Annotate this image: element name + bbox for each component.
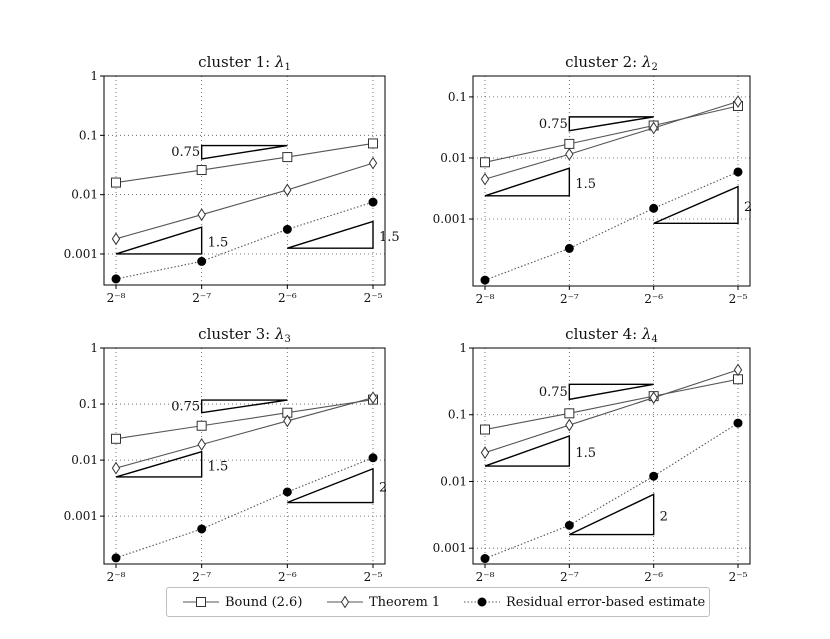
legend-label-bound: Bound (2.6) (225, 594, 303, 610)
series-line-bound (485, 106, 738, 162)
data-point-residual (734, 419, 742, 427)
chart-panel-4 (433, 325, 750, 584)
legend-marker-square-icon (183, 595, 219, 609)
legend (166, 587, 710, 617)
y-tick-label: 0.001 (432, 541, 467, 556)
slope-triangle (485, 436, 569, 466)
y-tick-label: 0.1 (447, 89, 467, 104)
series-line-bound (116, 143, 373, 182)
slope-label: 2 (659, 509, 668, 525)
data-point-residual (112, 554, 120, 562)
data-point-theorem (284, 184, 291, 195)
data-point-bound (197, 421, 206, 430)
data-point-residual (198, 525, 206, 533)
panel-title: cluster 2: $\lambda_2$ (565, 53, 658, 73)
chart-panel-1 (64, 53, 400, 305)
data-point-theorem (112, 233, 119, 244)
y-tick-label: 1 (90, 341, 98, 355)
y-tick-label: 0.01 (71, 187, 98, 202)
chart-panel-3 (64, 325, 388, 584)
data-point-residual (481, 555, 489, 563)
x-tick-label: 2⁻⁷ (192, 291, 212, 305)
series-line-theorem (116, 163, 373, 239)
slope-label: 0.75 (538, 384, 568, 400)
data-point-theorem (566, 420, 573, 431)
slope-label: 1.5 (575, 177, 597, 193)
legend-marker-diamond-icon (327, 595, 363, 609)
data-point-residual (650, 204, 658, 212)
slope-label: 0.75 (171, 145, 201, 161)
data-point-bound (565, 409, 574, 418)
data-point-bound (112, 178, 121, 187)
slope-label: 1.5 (207, 459, 229, 475)
x-tick-label: 2⁻⁵ (728, 570, 748, 584)
series-line-theorem (485, 102, 738, 180)
data-point-residual (369, 198, 377, 206)
data-point-theorem (481, 447, 488, 458)
data-point-residual (565, 244, 573, 252)
data-point-bound (565, 139, 574, 148)
y-tick-label: 0.1 (78, 128, 98, 143)
series-line-theorem (485, 370, 738, 453)
data-point-theorem (369, 158, 376, 169)
data-point-residual (565, 521, 573, 529)
data-point-residual (112, 275, 120, 283)
y-tick-label: 0.001 (432, 212, 467, 227)
data-point-bound (481, 158, 490, 167)
y-tick-label: 0.01 (440, 474, 467, 489)
y-tick-label: 1 (459, 341, 467, 355)
data-point-residual (650, 472, 658, 480)
plot-frame (473, 76, 753, 286)
legend-label-theorem: Theorem 1 (369, 594, 441, 610)
panel-title: cluster 1: $\lambda_1$ (198, 53, 291, 73)
plot-frame (104, 348, 388, 564)
x-tick-label: 2⁻⁷ (192, 570, 212, 584)
data-point-bound (283, 153, 292, 162)
x-tick-label: 2⁻⁵ (363, 570, 383, 584)
series-line-residual (485, 172, 738, 280)
x-tick-label: 2⁻⁸ (106, 291, 126, 305)
series-line-bound (485, 379, 738, 429)
data-point-bound (197, 166, 206, 175)
x-tick-label: 2⁻⁷ (559, 292, 579, 306)
y-tick-label: 0.01 (440, 150, 467, 165)
data-point-residual (481, 276, 489, 284)
x-tick-label: 2⁻⁸ (475, 292, 495, 306)
y-tick-label: 0.001 (63, 246, 98, 261)
x-tick-label: 2⁻⁸ (106, 570, 126, 584)
data-point-residual (283, 225, 291, 233)
slope-triangle (287, 469, 373, 503)
slope-triangle (569, 494, 653, 534)
x-tick-label: 2⁻⁸ (475, 570, 495, 584)
x-tick-label: 2⁻⁵ (728, 292, 748, 306)
y-tick-label: 0.001 (63, 509, 98, 524)
x-tick-label: 2⁻⁵ (363, 291, 383, 305)
slope-triangle (654, 187, 738, 224)
legend-marker-circle-icon (464, 595, 500, 609)
data-point-theorem (481, 174, 488, 185)
data-point-residual (198, 257, 206, 265)
slope-label: 2 (744, 199, 753, 215)
data-point-bound (481, 425, 490, 434)
x-tick-label: 2⁻⁶ (277, 570, 297, 584)
data-point-residual (283, 488, 291, 496)
x-tick-label: 2⁻⁶ (644, 292, 664, 306)
slope-label: 2 (379, 480, 388, 496)
x-tick-label: 2⁻⁶ (277, 291, 297, 305)
panel-title: cluster 3: $\lambda_3$ (198, 325, 291, 345)
slope-label: 0.75 (171, 399, 201, 415)
chart-panel-2 (433, 53, 753, 306)
y-tick-label: 1 (90, 69, 98, 83)
slope-triangle (202, 146, 288, 159)
slope-triangle (485, 168, 569, 196)
data-point-bound (369, 139, 378, 148)
x-tick-label: 2⁻⁶ (644, 570, 664, 584)
legend-label-residual: Residual error-based estimate (506, 594, 706, 610)
slope-label: 1.5 (575, 446, 597, 462)
slope-label: 1.5 (379, 229, 400, 245)
slope-triangle (569, 384, 653, 399)
slope-triangle (202, 400, 288, 413)
data-point-bound (112, 434, 121, 443)
slope-label: 1.5 (207, 235, 229, 251)
y-tick-label: 0.1 (78, 397, 98, 412)
slope-triangle (287, 221, 373, 248)
data-point-theorem (566, 149, 573, 160)
legend-entry-bound (183, 588, 302, 616)
data-point-residual (369, 454, 377, 462)
legend-entry-residual (464, 588, 705, 616)
data-point-theorem (198, 439, 205, 450)
series-line-residual (485, 423, 738, 558)
data-point-theorem (734, 364, 741, 375)
slope-label: 0.75 (538, 116, 568, 132)
data-point-residual (734, 168, 742, 176)
x-tick-label: 2⁻⁷ (559, 570, 579, 584)
data-point-theorem (112, 463, 119, 474)
series-line-residual (116, 202, 373, 279)
y-tick-label: 0.01 (71, 453, 98, 468)
y-tick-label: 0.1 (447, 407, 467, 422)
series-line-residual (116, 458, 373, 558)
panel-title: cluster 4: $\lambda_4$ (565, 325, 658, 345)
legend-entry-theorem (327, 588, 440, 616)
slope-triangle (116, 227, 202, 254)
data-point-theorem (198, 209, 205, 220)
